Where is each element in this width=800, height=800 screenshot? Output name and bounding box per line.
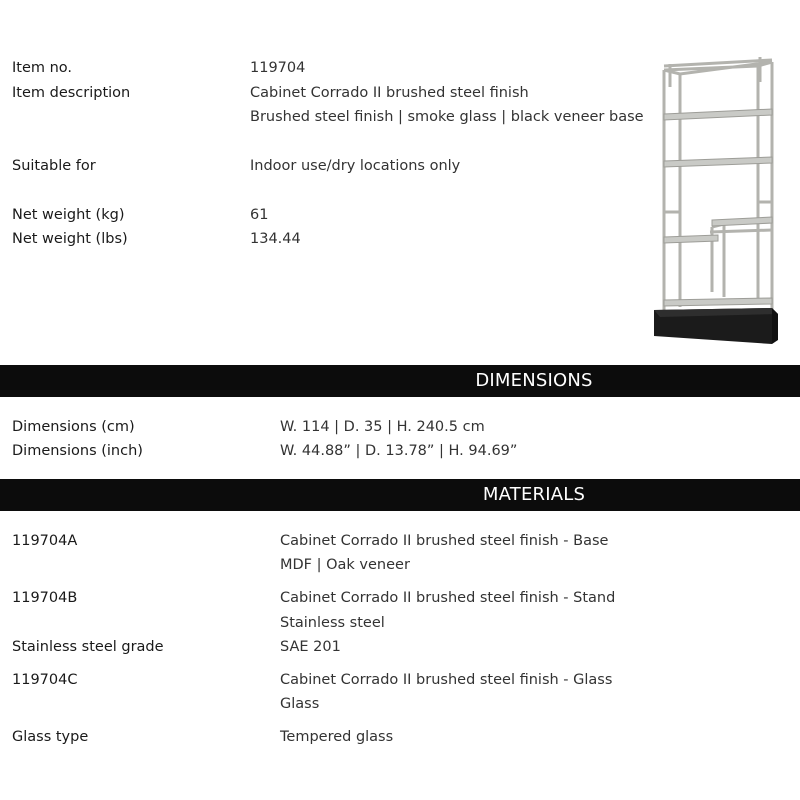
glass-type-label: Glass type	[12, 729, 89, 745]
material-b-line1: Cabinet Corrado II brushed steel finish - Stand	[280, 590, 616, 606]
dimensions-inch-label: Dimensions (inch)	[12, 443, 143, 459]
material-a-line2: MDF | Oak veneer	[280, 557, 410, 573]
dimensions-inch-value: W. 44.88” | D. 13.78” | H. 94.69”	[280, 443, 518, 459]
dimensions-header-band	[0, 365, 800, 397]
item-description-line2: Brushed steel finish | smoke glass | black veneer base	[250, 109, 644, 125]
net-weight-lbs-value: 134.44	[250, 231, 301, 247]
suitable-for-value: Indoor use/dry locations only	[250, 158, 461, 174]
item-no-label: Item no.	[12, 60, 73, 76]
material-b-code: 119704B	[12, 590, 78, 606]
glass-shelf-4	[712, 217, 772, 226]
materials-header-band	[0, 479, 800, 511]
glass-shelf-bottom	[664, 298, 772, 306]
material-c-code: 119704C	[12, 672, 78, 688]
glass-shelf-3	[664, 235, 718, 243]
materials-heading: MATERIALS	[482, 484, 586, 505]
item-description-label: Item description	[12, 85, 131, 101]
item-description-line1: Cabinet Corrado II brushed steel finish	[250, 85, 529, 101]
cabinet-product-image	[640, 52, 785, 352]
dimensions-cm-label: Dimensions (cm)	[12, 419, 135, 435]
dimensions-heading: DIMENSIONS	[475, 370, 593, 391]
material-a-line1: Cabinet Corrado II brushed steel finish - Base	[280, 533, 609, 549]
item-no-value: 119704	[250, 60, 306, 76]
suitable-for-label: Suitable for	[12, 158, 96, 174]
glass-type-value: Tempered glass	[280, 729, 394, 745]
steel-grade-label: Stainless steel grade	[12, 639, 164, 655]
material-c-line1: Cabinet Corrado II brushed steel finish - Glass	[280, 672, 613, 688]
net-weight-kg-label: Net weight (kg)	[12, 207, 125, 223]
net-weight-kg-value: 61	[250, 207, 269, 223]
net-weight-lbs-label: Net weight (lbs)	[12, 231, 128, 247]
material-c-line2: Glass	[280, 696, 320, 712]
steel-grade-value: SAE 201	[280, 639, 341, 655]
material-b-line2: Stainless steel	[280, 615, 385, 631]
material-a-code: 119704A	[12, 533, 78, 549]
dimensions-cm-value: W. 114 | D. 35 | H. 240.5 cm	[280, 419, 485, 435]
